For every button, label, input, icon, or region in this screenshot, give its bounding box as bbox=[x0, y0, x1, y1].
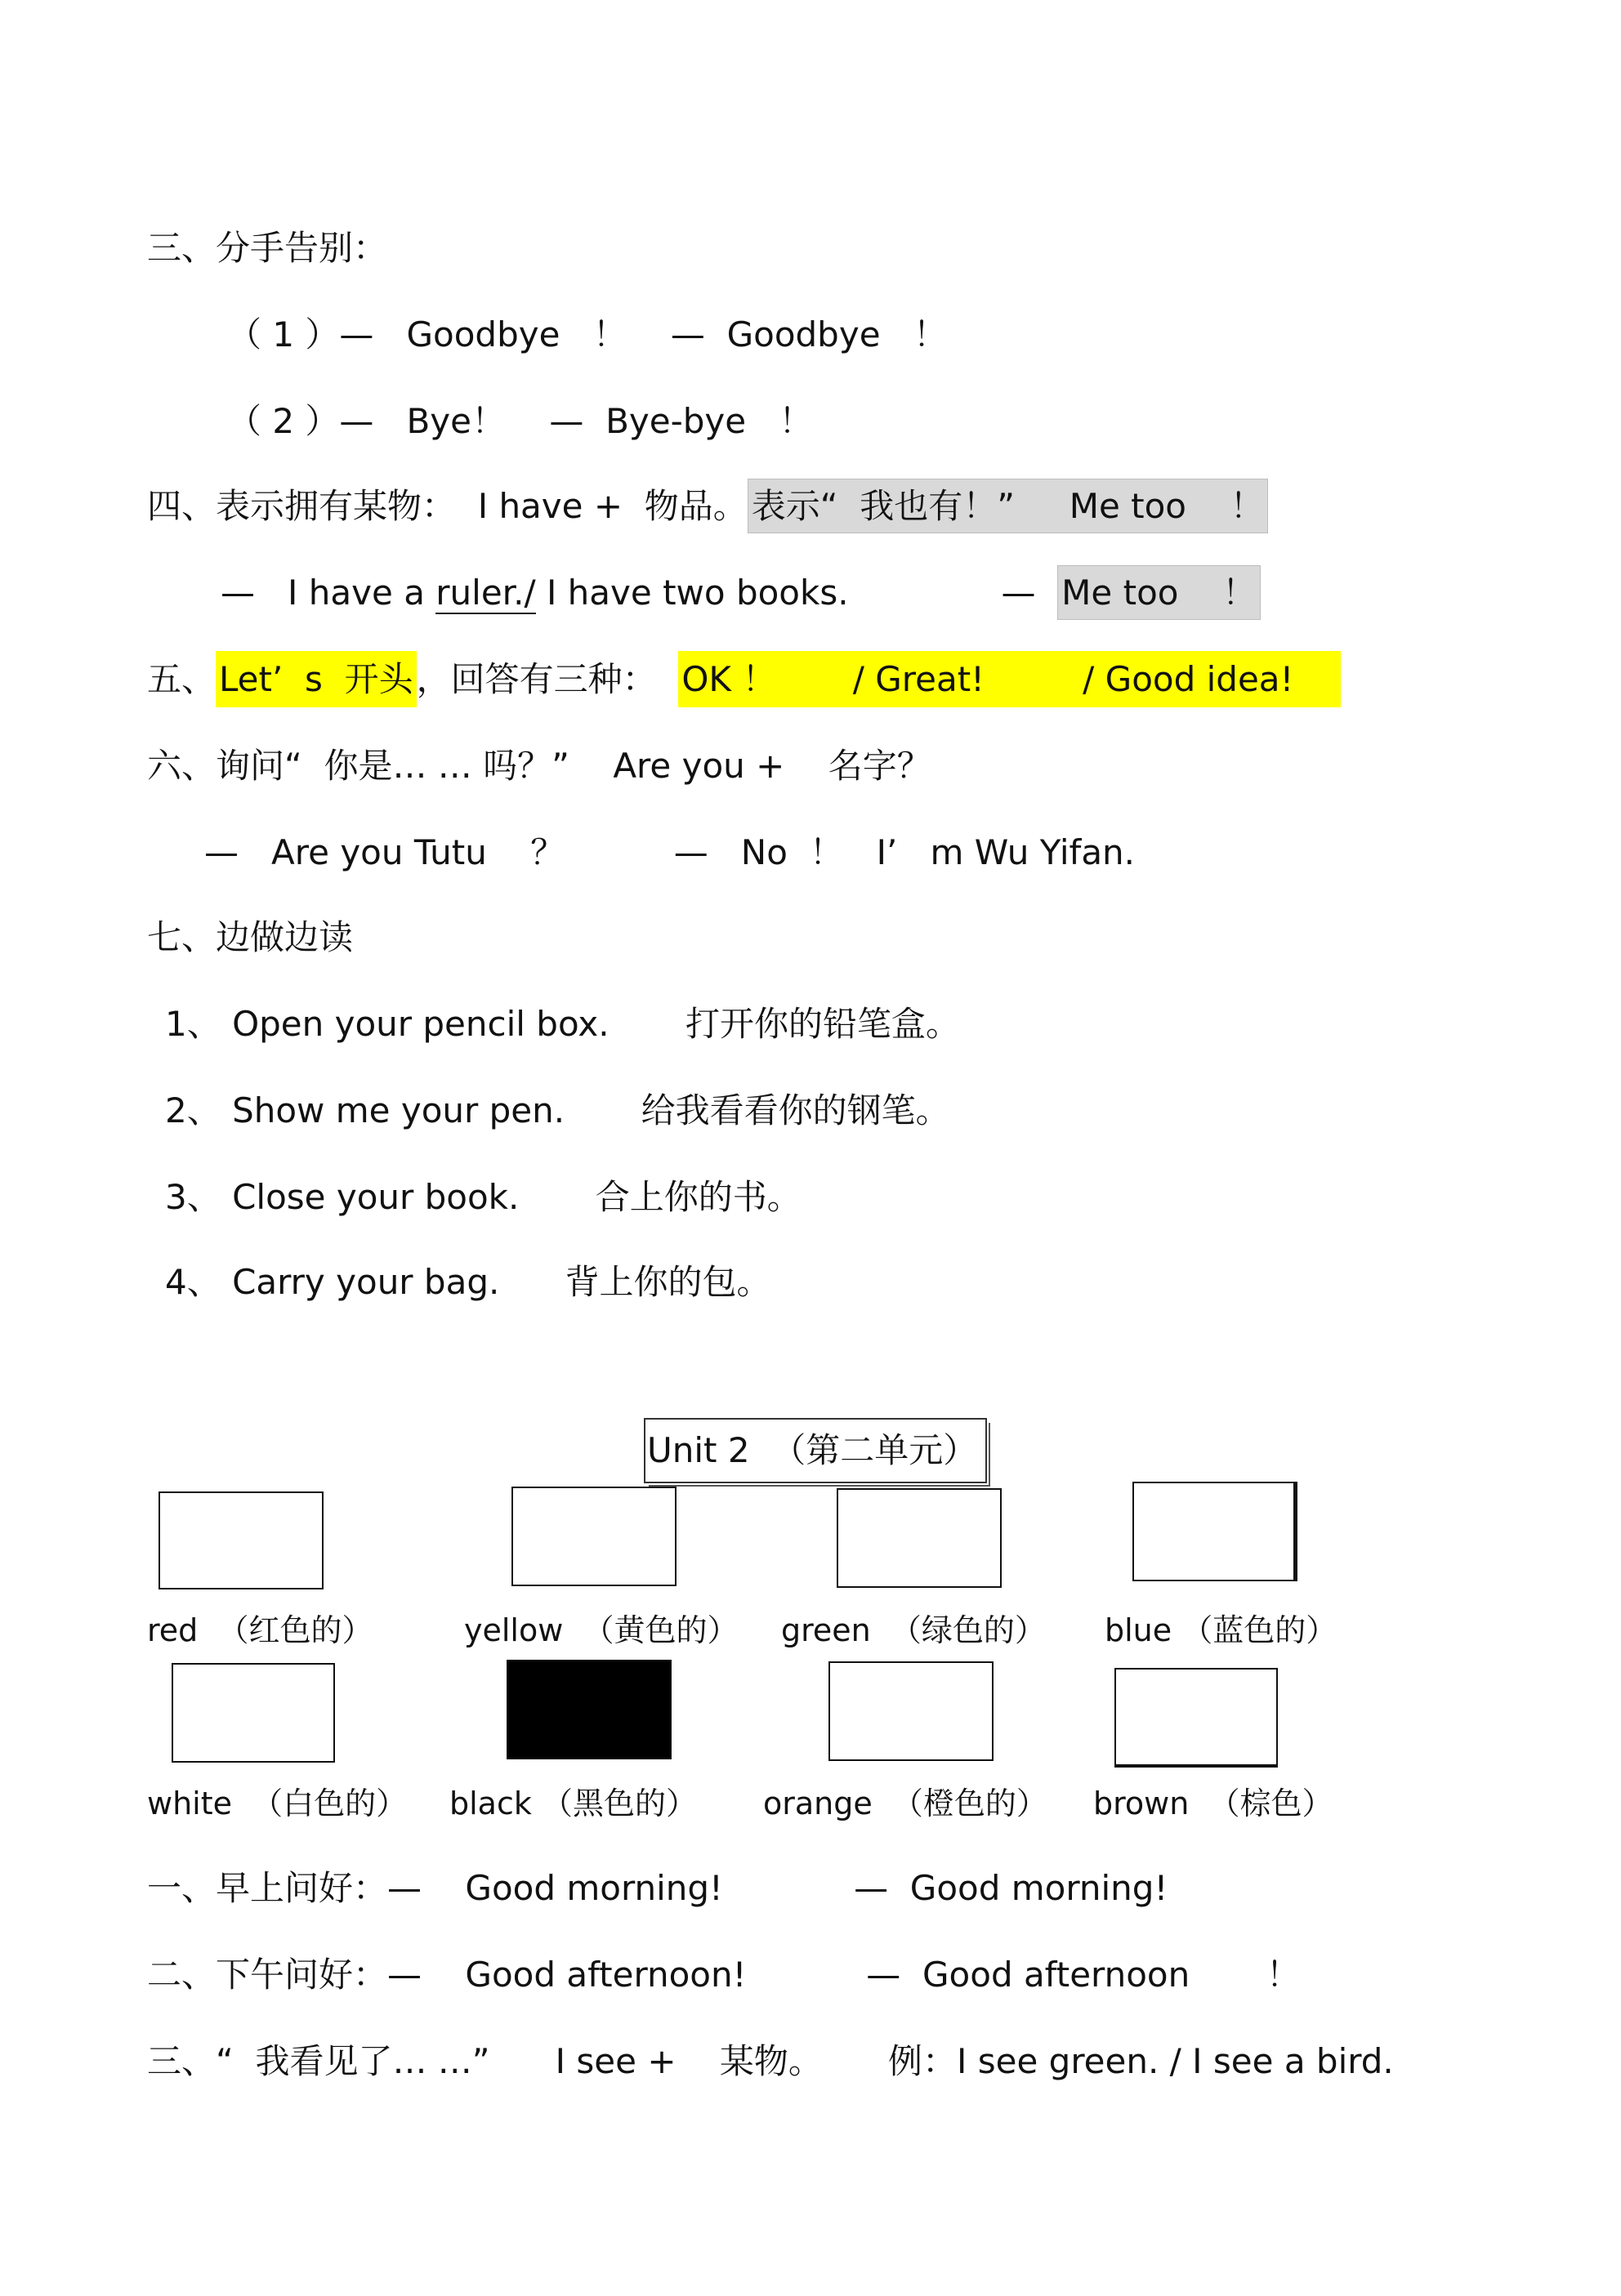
section-5-number: 五、 bbox=[147, 659, 217, 699]
section-4-title bbox=[147, 484, 1268, 529]
color-label-red: red （红色的） bbox=[147, 1612, 373, 1648]
greeting-afternoon: 二、下午问好：— Good afternoon! — Good afternoon ！ bbox=[147, 1955, 1301, 1995]
color-label-black: black （黑色的） bbox=[449, 1786, 697, 1821]
color-label-brown: brown （棕色） bbox=[1093, 1786, 1333, 1821]
section-5 bbox=[147, 657, 1341, 702]
section-4-example-text-a: — I have a bbox=[221, 573, 436, 613]
section-7-item-1: 1、 Open your pencil box. 打开你的铅笔盒。 bbox=[165, 1004, 961, 1044]
color-label-orange: orange （橙色的） bbox=[763, 1786, 1047, 1821]
color-label-blue: blue （蓝色的） bbox=[1105, 1612, 1337, 1648]
section-4-example-text-b: I have two books. — bbox=[535, 573, 1058, 613]
color-swatch-yellow bbox=[511, 1487, 677, 1586]
section-7-title: 七、边做边读 bbox=[147, 917, 354, 957]
unit-title-box: Unit 2 （第二单元） bbox=[644, 1418, 987, 1483]
color-swatch-black bbox=[507, 1660, 672, 1759]
color-label-white: white （白色的） bbox=[147, 1786, 408, 1821]
section-5-lets-highlight: Let’ s 开头 bbox=[216, 651, 417, 707]
section-3-example-1: （ 1 ）— Goodbye ！ — Goodbye ！ bbox=[227, 314, 948, 354]
section-4-title-text: 四、表示拥有某物： I have + 物品。 bbox=[147, 486, 748, 526]
section-5-answers-highlight: OK ！ / Great! / Good idea! bbox=[678, 651, 1340, 707]
section-7-item-4: 4、 Carry your bag. 背上你的包。 bbox=[165, 1262, 771, 1302]
color-swatch-orange bbox=[828, 1661, 994, 1761]
color-swatch-red bbox=[159, 1491, 324, 1589]
section-5-text: ，回答有三种： bbox=[416, 659, 679, 699]
section-4-underlined-ruler: ruler./ bbox=[435, 573, 536, 613]
color-swatch-brown bbox=[1114, 1668, 1278, 1768]
greeting-morning: 一、早上问好：— Good morning! — Good morning! bbox=[147, 1868, 1168, 1908]
section-7-item-2: 2、 Show me your pen. 给我看看你的钢笔。 bbox=[165, 1090, 950, 1130]
section-4-me-too-highlight: 表示“ 我也有！” Me too ！ bbox=[748, 479, 1269, 533]
color-label-yellow: yellow （黄色的） bbox=[464, 1612, 739, 1648]
section-3-title: 三、分手告别： bbox=[147, 228, 388, 268]
color-label-green: green （绿色的） bbox=[781, 1612, 1046, 1648]
color-swatch-white bbox=[172, 1663, 335, 1763]
section-7-item-3: 3、 Close your book. 合上你的书。 bbox=[165, 1177, 802, 1217]
section-6-title: 六、询问“ 你是… … 吗？” Are you + 名字？ bbox=[147, 746, 931, 786]
color-swatch-blue bbox=[1132, 1482, 1297, 1581]
section-4-example bbox=[221, 570, 1261, 616]
section-3-example-2: （ 2 ）— Bye！ — Bye-bye ！ bbox=[227, 401, 814, 441]
color-swatch-green bbox=[837, 1488, 1002, 1588]
section-4-example-me-too: Me too ！ bbox=[1057, 565, 1261, 620]
section-6-example: — Are you Tutu ？ — No ！ I’ m Wu Yifan. bbox=[204, 832, 1136, 872]
i-see-pattern: 三、“ 我看见了… …” I see + 某物。 例：I see green. / I see a bird. bbox=[147, 2041, 1394, 2081]
